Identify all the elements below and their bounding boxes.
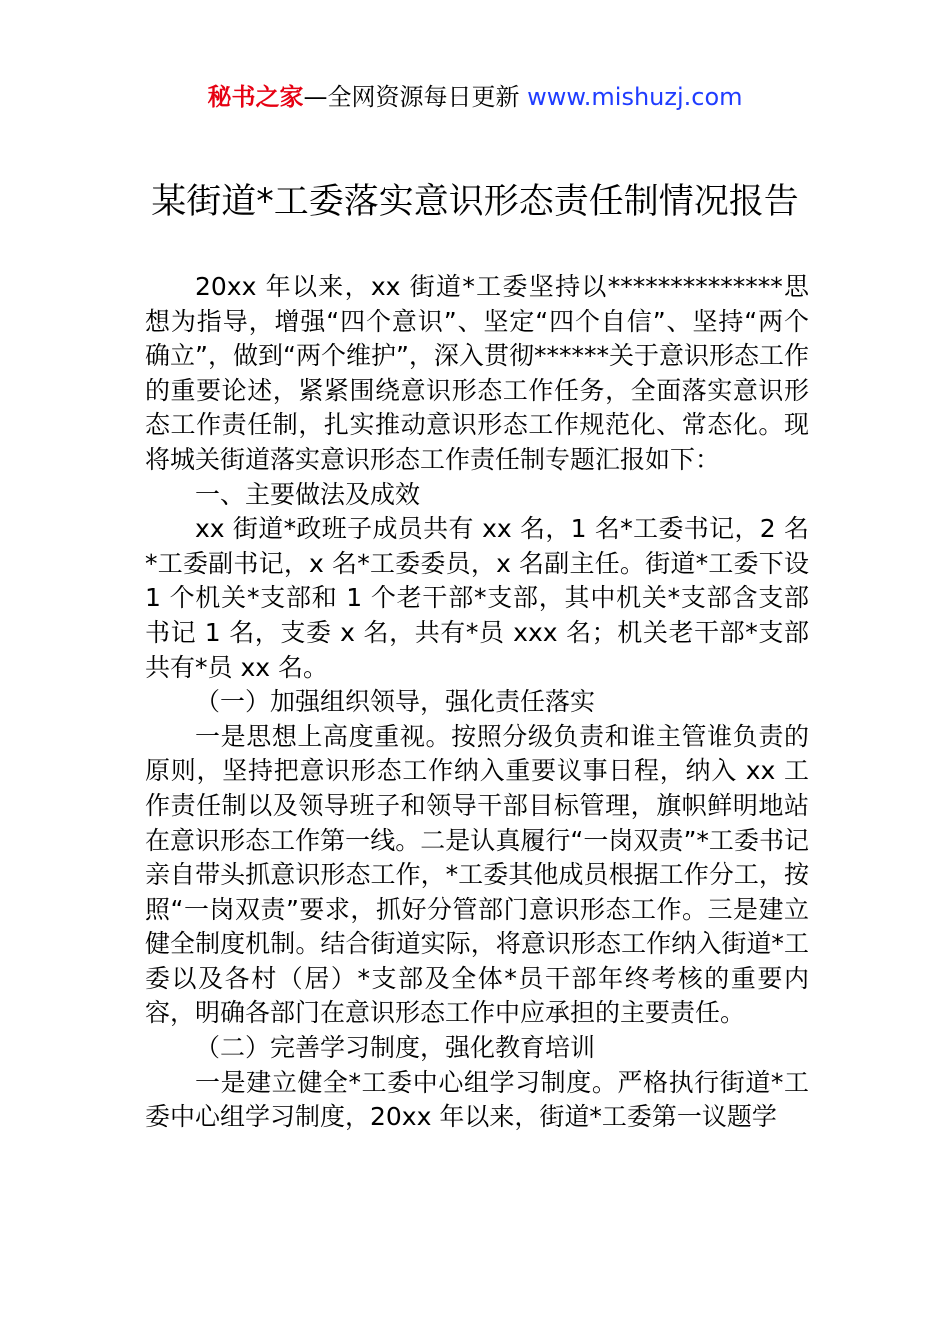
intro-paragraph: 20xx 年以来，xx 街道*工委坚持以**************思想为指导，增强“四个意识”、坚定“四个自信”、坚持“两个确立”，做到“两个维护”，深入贯彻******关于意识形态工作的重要论述，紧紧围绕意识形态工作任务，全面落实意识形态工作责任制，扎实推动意识形态工作规范化、常态化。现将城关街道落实意识形态工作责任制专题汇报如下： [145,272,809,474]
section-heading-1: 一、主要做法及成效 [195,479,421,509]
subsection-heading-2: （二）完善学习制度，强化教育培训 [195,1033,596,1063]
body-paragraph: 一是建立健全*工委中心组学习制度。严格执行街道*工委中心组学习制度，20xx 年以来，街道*工委第一议题学 [145,1067,809,1132]
site-header [0,82,950,112]
site-url-link[interactable]: www.mishuzj.com [527,83,743,111]
subsection-heading-1: （一）加强组织领导，强化责任落实 [195,687,596,717]
header-slogan: —全网资源每日更新 [303,83,528,111]
body-paragraph: xx 街道*政班子成员共有 xx 名，1 名*工委书记，2 名*工委副书记，x 名*工委委员，x 名副主任。街道*工委下设 1 个机关*支部和 1 个老干部*支部，其中机关*支部含支部书记 1 名，支委 x 名，共有*员 xxx 名；机关老干部*支部共有*员 xx 名。 [145,514,809,682]
document-body [145,270,809,1135]
body-paragraph: 一是思想上高度重视。按照分级负责和谁主管谁负责的原则，坚持把意识形态工作纳入重要议事日程，纳入 xx 工作责任制以及领导班子和领导干部目标管理，旗帜鲜明地站在意识形态工作第一线。二是认真履行“一岗双责”*工委书记亲自带头抓意识形态工作，*工委其他成员根据工作分工，按照“一岗双责”要求，抓好分管部门意识形态工作。三是建立健全制度机制。结合街道实际，将意识形态工作纳入街道*工委以及各村（居）*支部及全体*员干部年终考核的重要内容，明确各部门在意识形态工作中应承担的主要责任。 [145,721,809,1028]
document-title: 某街道*工委落实意识形态责任制情况报告 [151,182,799,222]
brand-name: 秘书之家 [207,83,304,111]
